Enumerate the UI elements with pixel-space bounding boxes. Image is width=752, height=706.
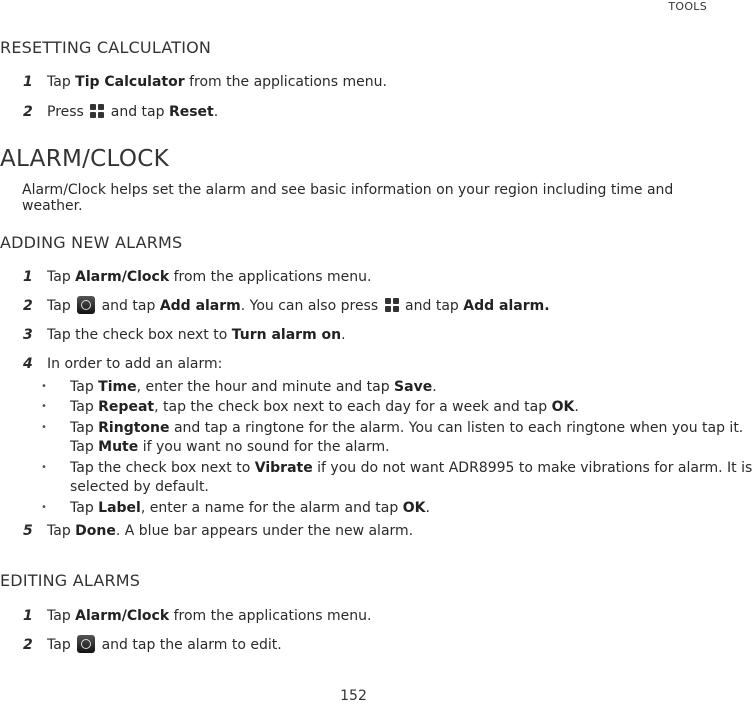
section-title-editing: EDITING ALARMS	[0, 571, 141, 590]
page-header: TOOLS	[668, 0, 707, 13]
section-title-resetting: RESETTING CALCULATION	[0, 38, 212, 57]
section-title-adding: ADDING NEW ALARMS	[0, 233, 183, 252]
chapter-title: ALARM/CLOCK	[0, 146, 169, 172]
alarm-clock-icon	[77, 296, 95, 314]
alarm-clock-icon	[77, 635, 95, 653]
menu-grid-icon	[385, 298, 399, 312]
menu-grid-icon	[90, 104, 104, 118]
intro-paragraph: Alarm/Clock helps set the alarm and see basic information on your region including time and weather.	[22, 182, 674, 214]
page-number: 152	[340, 688, 367, 704]
